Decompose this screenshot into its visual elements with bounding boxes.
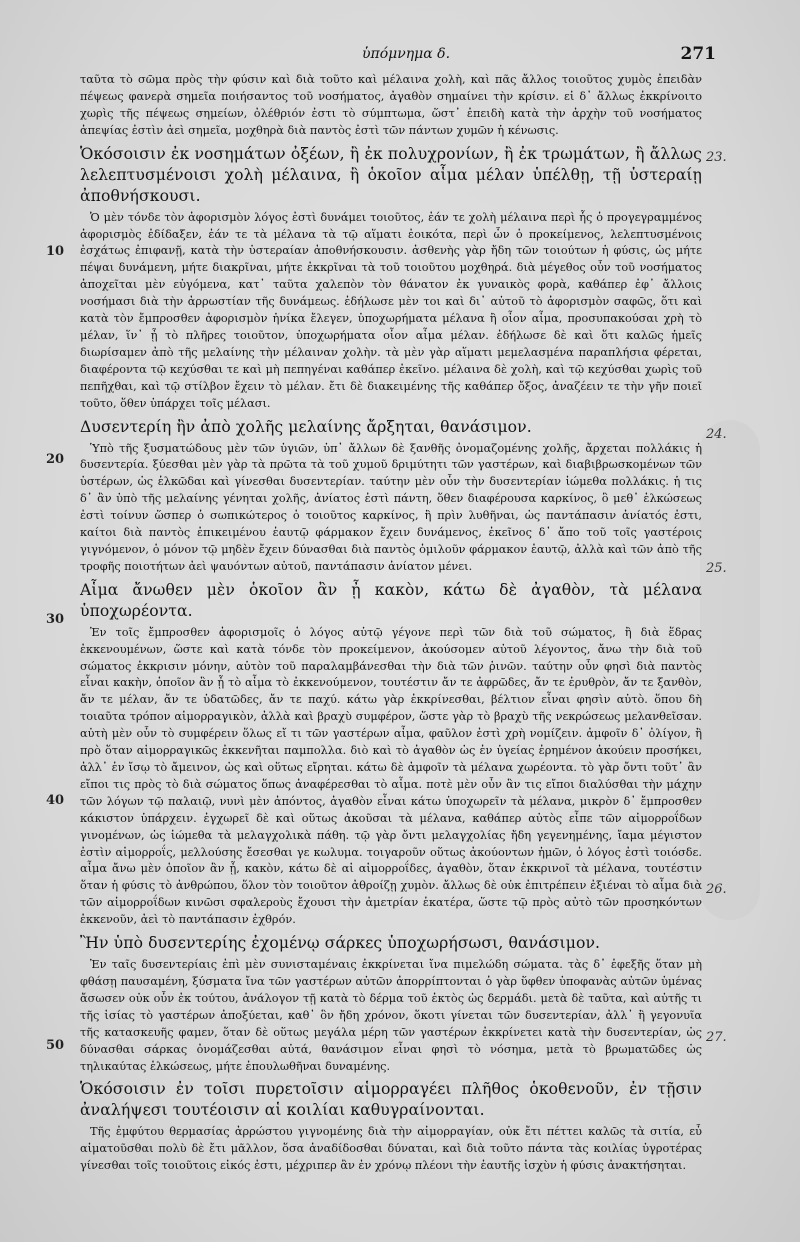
page-stain (700, 420, 760, 920)
line-number: 30 (46, 612, 65, 627)
aphorism-heading: Αἷμα ἄνωθεν μὲν ὁκοῖον ἂν ᾖ κακὸν, κάτω δὲ ἀγαθὸν, τὰ μέλανα ὑποχωρέοντα. (80, 580, 702, 620)
running-head: ὑπόμνημα δ. (362, 46, 451, 62)
commentary-paragraph: Ἐν τοῖς ἔμπροσθεν ἀφορισμοῖς ὁ λόγος αὐτῷ γέγονε περὶ τῶν διὰ τοῦ σώματος, ἢ διὰ ἕδρας ἐκκενουμένων, ὥστε καὶ κατὰ τόνδε τὸν προκείμενον, ἀκούσομεν αὐτοῦ λέγοντος, ἄνω τὴν διὰ τοῦ σώματος ἐκκρισιν μόνην, αὐτὸν τοῦ παραλαμβάνεσθαι τὴν διὰ τῶν ῥινῶν. ταύτην οὖν φησὶ διὰ παντὸς εἶναι κακὴν, ὁποῖον ἂν ᾖ τὸ αἷμα τὸ ἐκκενούμενον, τουτέστιν ἄν τε ἀφρῶδες, ἄν τε ἐρυθρὸν, ἄν τε ξανθὸν, ἄν τε μέλαν, ἄν τε ὑδατῶδες, ἄν τε παχύ. κάτω γὰρ ἐκκρίνεσθαι, βέλτιον εἶναι φησὶν αὐτὸ. ὅπου δὴ τοιαῦτα τρόπον αἱμορραγικὸν, ἀλλὰ καὶ βραχὺ συμφέρον, ὥστε γὰρ τὸ βραχὺ τῆς νεκρώσεως μελανθεῖσαν. αὐτὴ μὲν οὖν τὸ συμφέρειν ὅλως εἴ τι τῶν γαστέρων αἷμα, φαῦλον ἐστὶ χρὴ νομίζειν. ἀμφοῖν δ᾽ ὀλίγον, ἢ πρὸ ὅταν αἱμορραγικῶς ἐκκενῆται παμπολλα. διὸ καὶ τὸ ἀγαθὸν ὡς ἐν ὑγείας ἐρημένον ἀκούειν προσήκει, ἀλλ᾽ ἐν ἴσῳ τὸ ἄμεινον, ὡς καὶ οὕτως εἴρηται. κάτω δὲ ἀμφοῖν τὰ μέλανα χωρέοντα. τὸ γὰρ ὄντι τοῦτ᾽ ἂν εἴποι τις πρὸς τὸ διὰ σώματος ὅπως ἀναφέρεσθαι τὸ αἷμα. ποτὲ μὲν οὖν ἂν τις εἴποι διαλύσθαι τὴν μάχην τῶν λόγων τῷ παλαιῷ, νυνὶ μὲν ἀπόντος, ἀγαθὸν εἶναι κάτω ὑποχωρεῖν τὰ μέλανα, μικρὸν δ᾽ ἔμπροσθεν κάκιστον ὑπάρχειν. ἐγχωρεῖ δὲ καὶ οὕτως ἀκοῦσαι τὰ μέλανα, καθάπερ αὐτὸς εἶπε τῶν αἱμορροΐδων γινομένων, ὡς ἰώμεθα τὰ μελαγχολικὰ πάθη. τῷ γὰρ ὄντι μελαγχολίας ἤδη γεγενημένης, ἴαμα μέγιστον ἐστὶν αἱμορροΐς, μελλούσης ἔσεσθαι γε κωλυμα. τοιγαροῦν οὕτως ἀκούοντων ἡμῶν, ὁ λόγος ἐστὶ τοιόσδε. αἷμα ἄνω μὲν ὁποῖον ἂν ᾖ, κακὸν, κάτω δὲ αἱ αἱμορροΐδες, ἀγαθὸν, ὅταν ἐκκρινοῖ τὰ μέλανα, τουτέστιν ὅταν ἡ φύσις τὸ ἀνθρώπου, ὅλον τὸν τοιοῦτον ἀθροίζῃ χυμὸν. ἄλλως δὲ οὐκ ἐπιτρέπειν ἐξιέναι τὸ αἷμα διὰ τῶν αἱμορροΐδων κινῶσι σφαλεροὺς ἔχουσι τὴν ἀμετρίαν ἑκατέρα, ὥστε τῷ πρὸς αὐτὸ τῶν προσηκόντων ἐκκενοῦν, ἀεὶ τὸ παντάπασιν ἐχθρόν. (80, 625, 702, 927)
aphorism-heading: Ὁκόσοισιν ἐν τοῖσι πυρετοῖσιν αἱμορραγέει πλῆθος ὁκοθενοῦν, ἐν τῇσιν ἀναλήψεσι τουτέοισιν αἱ κοιλίαι καθυγραίνονται. (80, 1080, 702, 1120)
aphorism-number: 25. (706, 561, 727, 576)
page-number: 271 (680, 44, 716, 64)
line-number: 50 (46, 1038, 65, 1053)
aphorism-number: 23. (706, 150, 727, 165)
line-number: 20 (46, 452, 65, 467)
aphorism-heading: Δυσεντερίη ἢν ἀπὸ χολῆς μελαίνης ἄρξηται, θανάσιμον. (80, 417, 532, 436)
commentary-paragraph: Τῆς ἐμφύτου θερμασίας ἀρρώστου γιγνομένης διὰ τὴν αἱμορραγίαν, οὐκ ἔτι πέττει καλῶς τὰ σιτία, εὖ αἱματοῦσθαι πολὺ δὲ ἔτι μᾶλλον, ὅσα ἀναδίδοσθαι δύναται, καὶ διὰ τοῦτο πάντα τὰς κοιλίας ὑγροτέρας γίνεσθαι τοῖς τοιοῦτοις εἰκός ἐστι, μέχριπερ ἂν ἐν χρόνῳ πλέονι τὴν ἑαυτῆς ἰσχὺν ἡ φύσις ἀνακτήσηται. (80, 1125, 702, 1173)
commentary-paragraph: Ὑπὸ τῆς ξυσματώδους μὲν τῶν ὑγιῶν, ὑπ᾽ ἄλλων δὲ ξανθῆς ὀνομαζομένης χολῆς, ἄρχεται πολλάκις ἡ δυσεντερία. ξύεσθαι μὲν γὰρ τὰ πρῶτα τὰ τοῦ χυμοῦ δριμύτητι τῶν γαστέρων, καὶ διαβιβρωσκομένων τῶν ὑστέρων, ὡς ἑλκῶδαι καὶ γίνεσθαι δυσεντερίαν. ταύτην μὲν οὖν τὴν δυσεντερίαν ἰώμεθα πολλάκις. ἡ τις δ᾽ ἂν ὑπὸ τῆς μελαίνης γένηται χολῆς, ἀνίατος ἐστὶ πάντη, ὅθεν διαφέρουσα καρκίνος, ὃ μεθ᾽ ἑλκώσεως ἐστὶ τοίνυν ὥσπερ ὁ σωπικώτερος ὁ τοιοῦτος καρκίνος, ἢ πρὶν λυθῆναι, ὡς παντάπασιν ἀνίατός ἐστι, καίτοι διὰ παντὸς ἐπικειμένου ἑαυτῷ φάρμακον ἔχειν δυνάμενος, ἐκεῖνος δ᾽ ἄπο τοῦ τοῖς γαστέροις γιγνόμενον, ὁ μόνον τῷ μηδὲν ἔχειν δύνασθαι διὰ παντὸς ὁμιλοῦν φάρμακον ἑαυτῷ, ἀλλὰ καὶ τῶν ἀπὸ τῆς τροφῆς ποιοτήτων ἀεὶ ψαυόντων αὐτοῦ, παντάπασιν ἀνίατον μένει. (80, 441, 702, 573)
line-number: 40 (46, 793, 65, 808)
aphorism-number: 26. (706, 882, 727, 897)
line-number: 10 (46, 244, 65, 259)
aphorism-number: 24. (706, 427, 727, 442)
commentary-paragraph: ταῦτα τὸ σῶμα πρὸς τὴν φύσιν καὶ διὰ τοῦτο καὶ μέλαινα χολὴ, καὶ πᾶς ἄλλος τοιοῦτος χυμὸς ἐπειδὰν πέψεως φανερὰ σημεῖα ποιήσαντος τοῦ νοσήματος, ἀγαθὸν σημαίνει τὴν κρίσιν. εἰ δ᾽ ἄλλως ἐκκρίνοιτο χωρὶς τῆς πέψεως σημείων, ὀλέθριόν ἐστι τὸ σύμπτωμα, ὥστ᾽ ἐπειδὴ κατὰ τὴν ἀρχὴν τοῦ νοσήματος ἀπεψίας ἐστὶν ἀεὶ σημεῖα, μοχθηρὰ διὰ παντὸς ἐστὶ τῶν πάντων χυμῶν ἡ κένωσις. (80, 73, 702, 137)
aphorism-heading: Ἢν ὑπὸ δυσεντερίης ἐχομένῳ σάρκες ὑποχωρήσωσι, θανάσιμον. (80, 934, 601, 953)
text-block (80, 72, 702, 1175)
commentary-paragraph: Ὁ μὲν τόνδε τὸν ἀφορισμὸν λόγος ἐστὶ δυνάμει τοιοῦτος, ἐάν τε χολὴ μέλαινα περὶ ἧς ὁ προγεγραμμένος ἀφορισμὸς ἐδίδαξεν, ἐάν τε τὰ μέλανα τὰ τῷ αἵματι ἐοικότα, περὶ ὧν ὁ προκείμενος, λελεπτυσμένοις ἐσχάτως ἐπιφανῇ, κατὰ τὴν ὑστεραίαν ἀποθνήσκουσιν. ἀσθενὴς γὰρ ἤδη τῶν τοιούτων ἡ φύσις, ὡς μήτε πέψαι δυνάμενη, μήτε διακρῖναι, μήτε ἐκκρῖναι τὰ τοῦ τοιοῦτου μοχθηρά. διὰ μέγεθος οὖν τοῦ νοσήματος ἀποχεῖται μὲν εὐγόμενα, κατ᾽ ταῦτα χαλεπὸν τὸν θάνατον ἐκ γυναικὸς φορὰ, καθάπερ ἐφ᾽ ἄλλοις νοσήμασι διὰ τὴν ἀρρωστίαν τῆς δυνάμεως. ἐδήλωσε μὲν τοι καὶ δι᾽ αὐτοῦ τὸ ἀφορισμὸν σαφῶς, ὅτι καὶ κατὰ τὸν ἔμπροσθεν ἀφορισμὸν ἡνίκα ἔλεγεν, ὑποχωρήματα μέλανα ἢ οἷον αἷμα, προσυπακούσαι χρὴ τὸ μέλαν, ἵν᾽ ᾖ τὸ πλῆρες τοιοῦτον, ὑποχωρήματα οἷον αἷμα μέλαν. ἐδήλωσε δὲ καὶ ὅτι καλῶς ἡμεῖς διωρίσαμεν ἀπὸ τῆς μελαίνης τὴν μέλαιναν χολὴν. τὰ μὲν γὰρ αἵματι μεμελασμένα παραπλήσια φέρεται, διαφέροντα τῷ κεχύσθαι τε καὶ μὴ πεπηγέναι καθάπερ ἐκεῖνο. μέλαινα δὲ χολὴ, καὶ τῷ κεχύσθαι χωρὶς τοῦ πεπῆχθαι, καὶ τῷ στίλβον ἔχειν τὸ μέλαν. ἔτι δὲ διακειμένης τῆς καθάπερ ὄξος, ἀναζέειν τε τὴν γῆν ποιεῖ τοῦτο, ὅθεν ὑπάρχει τοῖς μέλασι. (80, 210, 702, 410)
aphorism-heading: Ὁκόσοισιν ἐκ νοσημάτων ὀξέων, ἢ ἐκ πολυχρονίων, ἢ ἐκ τρωμάτων, ἢ ἄλλως λελεπτυσμένοισι χολὴ μέλαινα, ἢ ὁκοῖον αἷμα μέλαν ὑπέλθῃ, τῇ ὑστεραίῃ ἀποθνήσκουσι. (80, 144, 702, 205)
commentary-paragraph: Ἐν ταῖς δυσεντερίαις ἐπὶ μὲν συνισταμέναις ἐκκρίνεται ἴνα πιμελώδη σώματα. τὰς δ᾽ ἐφεξῆς ὅταν μὴ φθάσῃ παυσαμένη, ξύσματα ἴνα τῶν γαστέρων αὐτῶν ἀπορρίπτονται ὁ γὰρ ὕφθεν ὑποφανὰς αὐτῶν ὑμένας ἄσωσεν οὐκ οὖν ἐκ τούτου, ἀνάλογον τῇ κατὰ τὸ δέρμα τοῦ ἐκτὸς ὡς δερμάδι. μετὰ δὲ ταῦτα, καὶ αὐτῆς τι τῆς ἰσίας τὸ γαστέρων ἀποξύεται, καθ᾽ ὃν ἤδη χρόνον, ὅκοτι γίνεται τῶν δυσεντερίαν, ἀλλ᾽ ἢ γεγονυῖα τῆς κατασκευῆς φαμεν, ὅταν δὲ οὕτως μεγάλα μέρη τῶν γαστέρων ἐκκρίνετει κατὰ τὴν δυσεντερίαν, ὡς δύνασθαι σάρκας ὀνομάζεσθαι αὐτά, θανάσιμον εἶναι φησὶ τὸ νόσημα, μετὰ τὸ βρωματῶδες ὡς τηλικαύτας ἑλκώσεως, μήτε ἐπουλωθῆναι δυναμένης. (80, 958, 702, 1073)
aphorism-number: 27. (706, 1030, 727, 1045)
page-header (0, 44, 800, 70)
